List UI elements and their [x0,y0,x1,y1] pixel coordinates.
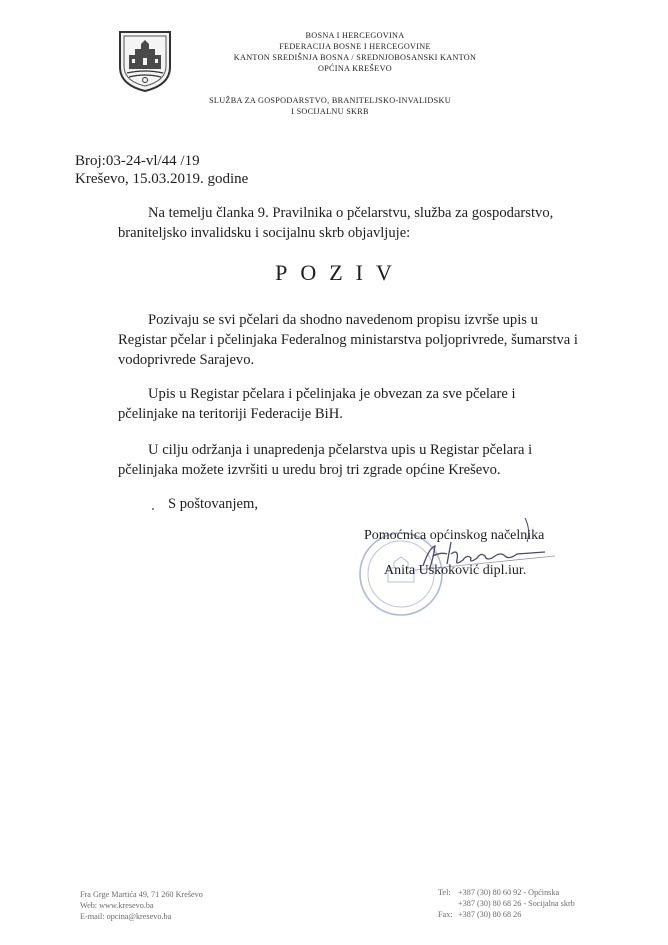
paragraph-line: Upis u Registar pčelara i pčelinjaka je obvezan za sve pčelare i [148,386,516,402]
footer-phone-row [438,887,575,898]
intro-line: Na temelju članka 9. Pravilnika o pčelarstvu, služba za gospodarstvo, [148,205,554,221]
footer-contact-address [80,889,203,922]
body-paragraph-2 [118,384,516,424]
footer-contact-phones [438,887,575,920]
issuing-service [180,95,480,117]
footer-fax-value: +387 (30) 80 68 26 [458,910,522,919]
service-line-2: I SOCIJALNU SKRB [291,107,369,116]
paragraph-line: vodoprivrede Sarajevo. [118,352,255,368]
paragraph-line: U cilju održanja i unapredenja pčelarstva upis u Registar pčelara i [148,442,533,458]
body-paragraph-3 [118,440,533,480]
document-title: POZIV [275,260,405,285]
header-municipality: OPĆINA KREŠEVO [317,64,393,73]
service-line-1: SLUŽBA ZA GOSPODARSTVO, BRANITELJSKO-INVALIDSKU [209,96,451,105]
scan-speck [152,508,154,510]
footer-phone-value: +387 (30) 80 60 92 - Općinska [458,888,560,897]
header-country: BOSNA I HERCEGOVINA [305,31,405,40]
header-federation: FEDERACIJA BOSNE I HERCEGOVINE [279,42,431,51]
header-canton: KANTON SREDIŠNJA BOSNA / SREDNJOBOSANSKI KANTON [233,53,477,62]
paragraph-line: Pozivaju se svi pčelari da shodno navedenom propisu izvrše upis u [148,312,538,328]
footer-phone-row [438,898,575,909]
issuer-header [230,30,480,74]
municipality-crest-icon [117,29,173,93]
footer-phone-value: +387 (30) 80 68 26 - Socijalna skrb [458,899,575,908]
footer-address: Fra Grge Martića 49, 71 260 Kreševo [80,890,203,899]
body-paragraph-1 [118,310,578,370]
paragraph-line: pčelinjaka možete izvršiti u uredu broj tri zgrade općine Kreševo. [118,462,501,478]
intro-line: braniteljsko invalidsku i socijalnu skrb objavljuje: [118,225,411,241]
footer-email: E-mail: opcina@kresevo.ba [80,912,172,921]
intro-paragraph [118,203,554,243]
footer-fax-label: Fax: [438,910,453,919]
signatory-title: Pomoćnica općinskog načelnika [364,528,545,543]
paragraph-line: Registar pčelar i pčelinjaka Federalnog ministarstva poljoprivrede, šumarstva i [118,332,578,348]
footer-fax-row [438,909,575,920]
signatory-name: Anita Uskoković dipl.iur. [384,563,527,578]
footer-website: Web: www.kresevo.ba [80,901,154,910]
paragraph-line: pčelinjake na teritoriji Federacije BiH. [118,406,343,422]
closing-salutation: S poštovanjem, [168,496,258,512]
footer-phone-label: Tel: [438,888,451,897]
handwritten-signature-icon [395,508,570,588]
reference-number: Broj:03-24-vl/44 /19 [75,153,200,169]
place-and-date: Kreševo, 15.03.2019. godine [75,171,249,187]
